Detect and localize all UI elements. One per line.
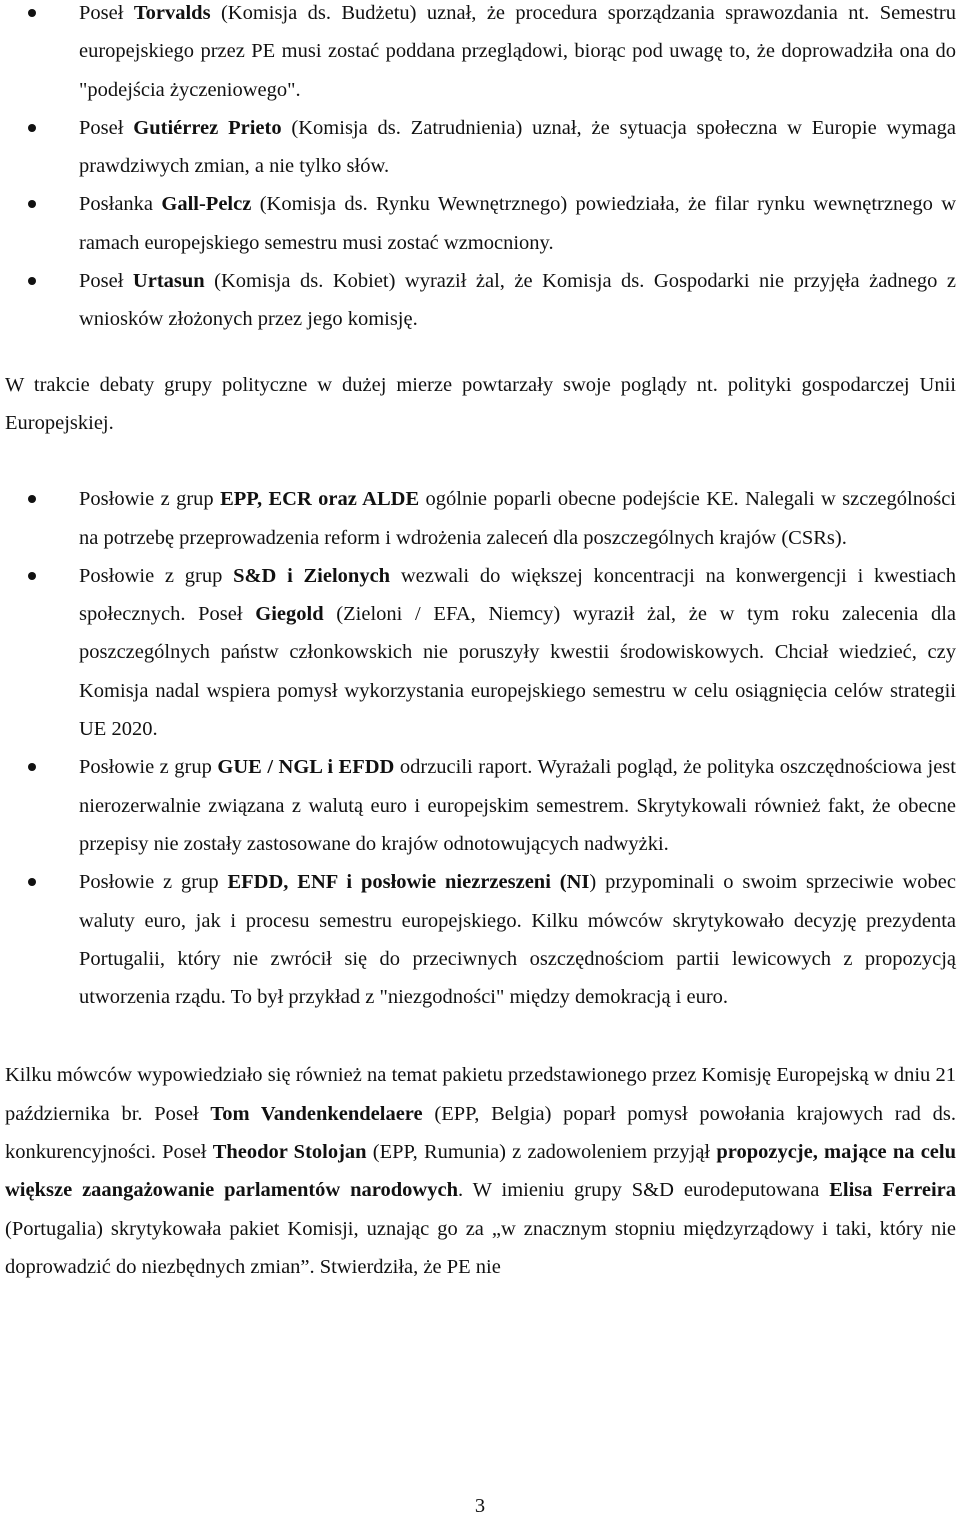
page-number: 3 bbox=[474, 1495, 486, 1517]
list-item: Posłowie z grup EFDD, ENF i posłowie niezrzeszeni (NI) przypominali o swoim sprzeciwie wobec waluty euro, jak i procesu semestru europejskiego. Kilku mówców skrytykowało decyzję prezydenta Portugalii, który nie zwrócił się do przeciwnych oszczędnościom partii lewicowych z propozycją utworzenia rządu. To był przykład z "niezgodności" między demokracją i euro. bbox=[0, 863, 960, 1016]
list-item: Posłowie z grup GUE / NGL i EFDD odrzucili raport. Wyrażali pogląd, że polityka oszczędnościowa jest nierozerwalnie związana z walutą euro i europejskim semestrem. Skrytykowali również fakt, że obecne przepisy nie zostały zastosowane do krajów odnotowujących nadwyżki. bbox=[0, 748, 960, 863]
paragraph-package: Kilku mówców wypowiedziało się również na temat pakietu przedstawionego przez Komisję Europejską w dniu 21 października br. Poseł Tom Vandenkendelaere (EPP, Belgia) poparł pomysł powołania krajowych rad ds. konkurencyjności. Poseł Theodor Stolojan (EPP, Rumunia) z zadowoleniem przyjął propozycje, mające na celu większe zaangażowanie parlamentów narodowych. W imieniu grupy S&D eurodeputowana Elisa Ferreira (Portugalia) skrytykowała pakiet Komisji, uznając go za „w znacznym stopniu międzyrządowy i taki, który nie doprowadzić do niezbędnych zmian”. Stwierdziła, że PE nie bbox=[5, 1064, 957, 1278]
list-item: Posłowie z grup EPP, ECR oraz ALDE ogólnie poparli obecne podejście KE. Nalegali w szczególności na potrzebę przeprowadzenia reform i wdrożenia zaleceń dla poszczególnych krajów (CSRs). bbox=[0, 480, 960, 557]
list-item: Poseł Urtasun (Komisja ds. Kobiet) wyraził żal, że Komisja ds. Gospodarki nie przyjęła żadnego z wniosków złożonych przez jego komisję. bbox=[0, 262, 960, 339]
list-item: Poseł Torvalds (Komisja ds. Budżetu) uznał, że procedura sporządzania sprawozdania nt. Semestru europejskiego przez PE musi zostać poddana przeglądowi, biorąc pod uwagę to, że doprowadziła ona do "podejścia życzeniowego". bbox=[0, 0, 960, 109]
list-item: Posłowie z grup S&D i Zielonych wezwali do większej koncentracji na konwergencji i kwestiach społecznych. Poseł Giegold (Zieloni / EFA, Niemcy) wyraził żal, że w tym roku zalecenia dla poszczególnych państw członkowskich nie poruszyły kwestii środowiskowych. Chciał wiedzieć, czy Komisja nadal wspiera pomysł wykorzystania europejskiego semestru w celu osiągnięcia celów strategii UE 2020. bbox=[0, 557, 960, 748]
list-item: Poseł Gutiérrez Prieto (Komisja ds. Zatrudnienia) uznał, że sytuacja społeczna w Europie wymaga prawdziwych zmian, a nie tylko słów. bbox=[0, 109, 960, 186]
paragraph-debate: W trakcie debaty grupy polityczne w dużej mierze powtarzały swoje poglądy nt. polityki gospodarczej Unii Europejskiej. bbox=[5, 373, 956, 434]
list-item: Posłanka Gall-Pelcz (Komisja ds. Rynku Wewnętrznego) powiedziała, że filar rynku wewnętrznego w ramach europejskiego semestru musi zostać wzmocniony. bbox=[0, 185, 960, 262]
